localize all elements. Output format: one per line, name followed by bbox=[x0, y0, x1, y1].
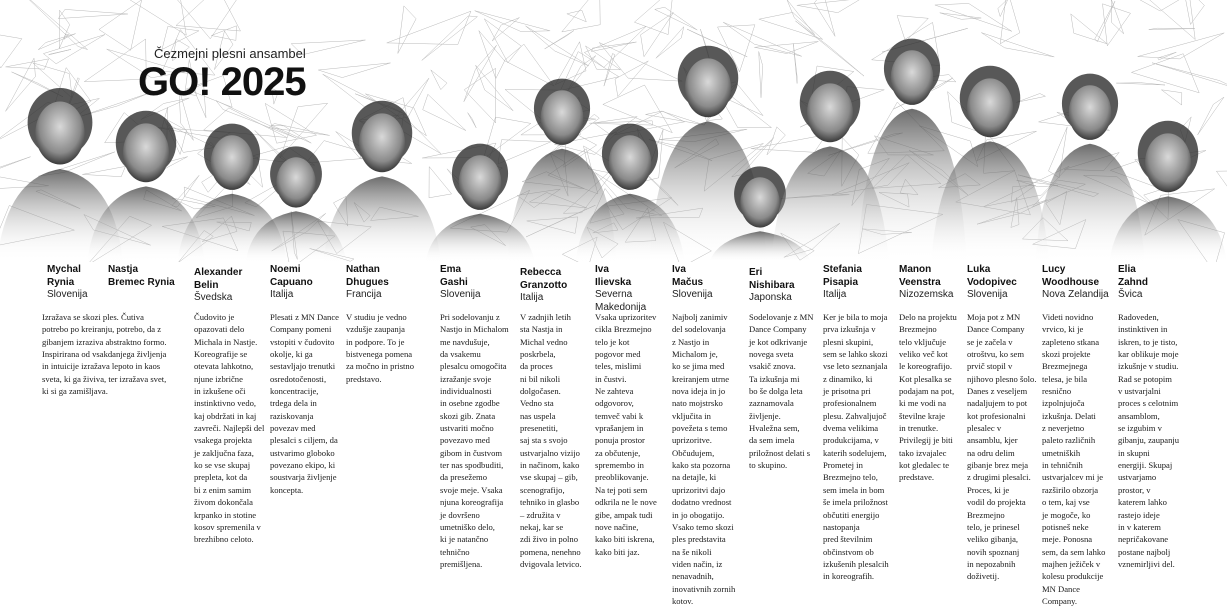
dancer-quote: Radoveden, instinktiven in iskren, to je tisto, kar oblikuje moje izkušnje v studiu. Rad se potopim v ustvarjalni proces s celotnim ansamblom, se izgubim v gibanju, zaupanju in skupni energiji. Skupaj ustvarjamo prostor, v katerem lahko rastejo ideje in v katerem nepričakovane postane najbolj vznemirljivi del. bbox=[1118, 312, 1180, 569]
portrait-face bbox=[123, 123, 169, 182]
dancer-quote: Čudovito je opazovati delo Michala in Nastje. Koreografije se otevata lahkotno, njune izbrične in izkušene oči instinktivno vedo, kaj obdržati in kaj zavreči. Najlepši del vsakega projekta je zaključna faza, ko se vse skupaj prepleta, kot da bi z enim samim živom dokončala krpanko in stotine kosov spremenila v brezhibno celoto. bbox=[194, 312, 265, 545]
sketch-mesh-shard bbox=[1198, 97, 1224, 135]
dancer-quote: Videti novidno vrvico, ki je zapleteno stkana skozi projekte Brezmejnega telesa, je bila resnično izpolnjujoča izkušnja. Delati z neverjetno paleto različnih umetniških in tehničnih ustvarjalcev mi je razširilo obzorja o tem, kaj vse je mogoče, ko potisneš neke meje. Ponosna sem, da sem lahko majhen ježiček v kolesu produkcije MN Dance Company. bbox=[1042, 312, 1106, 606]
dancer-country: Nizozemska bbox=[899, 289, 954, 300]
portrait-shoulders bbox=[323, 176, 441, 262]
sketch-mesh-shard bbox=[464, 45, 497, 101]
sketch-mesh-shard bbox=[1216, 171, 1227, 205]
sketch-mesh-shard bbox=[1000, 0, 1020, 44]
dancer-quote: Delo na projektu Brezmejno telo vključuje veliko več kot le koreografijo. Kot plesalka se podajam na pot, ki me vodi na številne kraje in trenutke. Privilegij je biti tako izvajalec kot gledalec te predstave. bbox=[899, 312, 957, 483]
dancer-name: Elia Zahnd bbox=[1118, 264, 1148, 288]
dancer-caption bbox=[899, 264, 953, 302]
sketch-mesh-shard bbox=[1095, 1, 1115, 42]
dancer-portrait-sketches bbox=[0, 0, 1227, 262]
dancer-name: Manon Veenstra bbox=[899, 264, 941, 288]
sketch-mesh-shard bbox=[1071, 14, 1108, 44]
dancer-caption bbox=[1042, 264, 1109, 302]
portrait-face bbox=[1069, 85, 1112, 140]
page-title: GO! 2025 bbox=[138, 60, 306, 104]
dancer-quote: Izražava se skozi ples. Čutiva potrebo po kreiranju, potrebo, da z gibanjem izraziva abstraktno formo. Inspirirana od vsakdanjega življenja in intuicije izražava lepoto in kaos sveta, ki ga živiva, ter izražava svet, ki si ga zamišljava. bbox=[42, 312, 167, 397]
sketch-mesh-shard bbox=[599, 43, 682, 82]
sketch-mesh-shard bbox=[586, 46, 621, 70]
sketch-mesh-shard bbox=[121, 0, 187, 35]
sketch-mesh-shard bbox=[634, 0, 673, 35]
dancer-name: Rebecca Granzotto bbox=[520, 267, 568, 291]
dancer-quote: V zadnjih letih sta Nastja in Michal vedno poskrbela, da proces ni bil nikoli dolgočasen. Vedno sta nas uspela presenetiti, saj sta s svojo ustvarjalno vizijo in načinom, kako vse skupaj – gib, scenografijo, tehniko in glasbo – združita v nekaj, kar se zdi živo in polno pomena, nenehno dvigovala letvico. bbox=[520, 312, 582, 569]
dancer-country: Slovenija bbox=[672, 289, 713, 300]
sketch-mesh-shard bbox=[398, 6, 416, 54]
dancer-country: Nova Zelandija bbox=[1042, 289, 1109, 300]
dancer-name: Iva Ilievska bbox=[595, 264, 632, 288]
sketch-mesh-shard bbox=[323, 74, 377, 107]
sketch-mesh-shard bbox=[1183, 0, 1205, 25]
sketch-mesh-shard bbox=[1116, 83, 1165, 85]
sketch-mesh-shard bbox=[562, 0, 600, 32]
sketch-mesh-shard bbox=[998, 0, 1008, 17]
sketch-mesh-shard bbox=[38, 34, 75, 50]
portrait-face bbox=[459, 155, 502, 210]
sketch-mesh-shard bbox=[429, 167, 452, 198]
sketch-mesh-shard bbox=[555, 42, 586, 85]
dancer-country: Japonska bbox=[749, 292, 792, 303]
sketch-mesh-shard bbox=[1131, 54, 1199, 93]
dancer-country: Italija bbox=[520, 292, 544, 303]
portrait-face bbox=[1145, 133, 1191, 192]
dancer-caption bbox=[672, 264, 713, 302]
dancer-country: Švica bbox=[1118, 289, 1143, 300]
sketch-mesh-shard bbox=[504, 44, 554, 86]
sketch-mesh-shard bbox=[423, 94, 466, 130]
portrait-face bbox=[359, 113, 405, 172]
sketch-mesh-shard bbox=[431, 70, 447, 90]
sketch-mesh-shard bbox=[99, 0, 142, 50]
dancer-country: Švedska bbox=[194, 292, 233, 303]
dancer-country: Francija bbox=[346, 289, 382, 300]
sketch-mesh-shard bbox=[935, 3, 1012, 31]
sketch-mesh-shard bbox=[318, 63, 390, 78]
sketch-mesh-shard bbox=[567, 10, 586, 21]
dancer-name: Ema Gashi bbox=[440, 264, 468, 288]
sketch-mesh-shard bbox=[58, 9, 128, 18]
sketch-mesh-shard bbox=[6, 59, 49, 69]
sketch-mesh-shard bbox=[1139, 0, 1181, 11]
portrait-face bbox=[35, 102, 84, 165]
sketch-mesh-shard bbox=[475, 11, 550, 32]
dancer-quote: Moja pot z MN Dance Company se je začela v otroštvu, ko sem prvič stopil v njihovo plesno šolo. Danes z veseljem nadaljujem to pot kot profesionalni plesalec v ansamblu, kjer na odru delim gibanje brez meja z drugimi plesalci. Proces, ki je vodil do projekta Brezmejno telo, je prinesel veliko gibanja, novih spoznanj in nepozabnih doživetij. bbox=[967, 312, 1037, 582]
sketch-mesh-shard bbox=[793, 43, 797, 83]
sketch-mesh-shard bbox=[754, 42, 818, 54]
dancer-quote: Sodelovanje z MN Dance Company je kot odkrivanje novega sveta vsakič znova. Ta izkušnja mi bo še dolga leta zaznamovala življenje. Hvaležna sem, da sem imela priložnost delati s to skupino. bbox=[749, 312, 814, 471]
dancer-caption bbox=[1118, 264, 1148, 302]
sketch-mesh-shard bbox=[1152, 63, 1227, 88]
dancer-caption bbox=[47, 264, 88, 302]
dancer-quote: V studiu je vedno vzdušje zaupanja in podpore. To je bistvenega pomena za močno in pristno predstavo. bbox=[346, 312, 415, 384]
sketch-mesh-shard bbox=[468, 113, 477, 128]
sketch-mesh-shard bbox=[265, 103, 316, 143]
portrait-face bbox=[891, 50, 934, 105]
sketch-mesh-shard bbox=[981, 33, 1054, 57]
sketch-mesh-shard bbox=[476, 65, 514, 111]
dancer-caption bbox=[346, 264, 389, 302]
sketch-mesh-shard bbox=[646, 111, 704, 125]
dancer-quote: Ker je bila to moja prva izkušnja v plesni skupini, sem se lahko skozi vse leto seznanjala z dinamiko, ki je prisotna pri profesionalnem plesu. Zahvaljujoč dvema velikima produkcijama, v katerih sodelujem, Prometej in Brezmejno telo, sem imela in bom še imela priložnost občutiti energijo nastopanja pred številnim občinstvom ob izkušenih plesalcih in koreografih. bbox=[823, 312, 889, 582]
dancer-caption bbox=[270, 264, 313, 302]
sketch-mesh-shard bbox=[897, 16, 928, 42]
sketch-mesh-shard bbox=[1161, 90, 1181, 105]
portrait-face bbox=[211, 135, 254, 190]
dancer-country: Slovenija bbox=[440, 289, 481, 300]
dancer-country: Italija bbox=[823, 289, 847, 300]
dancer-quote: Pri sodelovanju z Nastjo in Michalom me navdušuje, da vsakemu plesalcu omogočita izražanje svoje individualnosti in osebne zgodbe skozi gib. Znata ustvariti močno povezavo med gibom in čustvom ter nas spodbuditi, da presežemo svoje meje. Vsaka njuna koreografija je dovršeno umetniško delo, ki je natančno tehnično premišljena. bbox=[440, 312, 509, 569]
dancer-name: Iva Mačus bbox=[672, 264, 704, 288]
dancer-country: Slovenija bbox=[47, 289, 88, 300]
dancer-name: Alexander Belin bbox=[194, 267, 243, 291]
portrait-face bbox=[807, 83, 853, 142]
sketch-mesh-shard bbox=[1016, 94, 1045, 103]
dancer-quote: Plesati z MN Dance Company pomeni vstopiti v čudovito okolje, ki ga sestavljajo trenutki osredotočenosti, koncentracije, trdega dela in raziskovanja povezav med plesalci s ciljem, da ustvarimo globoko povezano ekipo, ki soustvarja življenje koncepta. bbox=[270, 312, 339, 495]
dancer-country: Italija bbox=[270, 289, 294, 300]
sketch-mesh-shard bbox=[0, 157, 31, 177]
sketch-mesh-shard bbox=[84, 39, 146, 82]
dancer-caption bbox=[520, 267, 567, 305]
dancer-name: Noemi Capuano bbox=[270, 264, 313, 288]
sketch-mesh-shard bbox=[479, 31, 505, 79]
dancer-name: Eri Nishibara bbox=[749, 267, 795, 291]
sketch-mesh-shard bbox=[82, 166, 125, 176]
dancer-name: Mychal Rynia bbox=[47, 264, 81, 288]
sketch-mesh-shard bbox=[655, 7, 697, 30]
dancer-caption bbox=[749, 267, 795, 305]
sketch-mesh-shard bbox=[43, 35, 105, 64]
ensemble-subtitle: Čezmejni plesni ansambel bbox=[154, 46, 306, 61]
sketch-mesh-shard bbox=[422, 16, 478, 60]
portrait-face bbox=[609, 135, 652, 190]
sketch-mesh-shard bbox=[1149, 0, 1195, 40]
dancer-caption bbox=[595, 264, 646, 314]
dancer-caption bbox=[440, 264, 481, 302]
sketch-mesh-shard bbox=[759, 51, 763, 97]
dancer-name: Lucy Woodhouse bbox=[1042, 264, 1100, 288]
sketch-mesh-shard bbox=[176, 0, 241, 31]
dancer-caption bbox=[823, 264, 862, 302]
dancer-caption bbox=[194, 267, 242, 305]
sketch-mesh-shard bbox=[641, 13, 674, 57]
dancer-name: Stefania Pisapia bbox=[823, 264, 862, 288]
sketch-mesh-shard bbox=[0, 32, 22, 68]
dancer-caption bbox=[108, 264, 175, 289]
portrait-face bbox=[740, 177, 779, 227]
dancer-name: Nathan Dhugues bbox=[346, 264, 389, 288]
dancer-country: Severna Makedonija bbox=[595, 289, 647, 313]
dancer-quote: Vsaka uprizoritev cikla Brezmejno telo je kot pogovor med teles, mislimi in čustvi. Ne zahteva odgovorov, temveč vabi k vprašanjem in ponuja prostor za občutenje, spremembo in preoblikovanje. Na tej poti sem odkrila ne le nove gibe, ampak tudi nove načine, kako biti iskrena, kako biti jaz. bbox=[595, 312, 657, 557]
dancer-caption bbox=[967, 264, 1017, 302]
sketch-mesh-shard bbox=[484, 19, 521, 63]
portrait-face bbox=[541, 90, 584, 145]
dancer-name: Nastja Bremec Rynia bbox=[108, 264, 175, 288]
portrait-face bbox=[967, 78, 1013, 137]
portrait-face bbox=[685, 58, 731, 117]
dancer-country: Slovenija bbox=[967, 289, 1008, 300]
sketch-mesh-shard bbox=[797, 0, 862, 13]
dancer-name: Luka Vodopivec bbox=[967, 264, 1017, 288]
sketch-mesh-shard bbox=[49, 49, 71, 55]
sketch-mesh-shard bbox=[589, 121, 652, 125]
sketch-mesh-shard bbox=[1149, 28, 1195, 29]
dancer-quote: Najbolj zanimiv del sodelovanja z Nastjo in Michalom je, ko se jima med kreiranjem utrne nova ideja in jo nato mojstrsko vključita in povežeta s temo uprizoritve. Občudujem, kako sta pozorna na detajle, ki uprizoritvi dajo dodatno vrednost in jo obogatijo. Vsako temo skozi ples predstavita na še nikoli viden način, iz nenavadnih, inovativnih zornih kotov. bbox=[672, 312, 736, 606]
sketch-mesh-shard bbox=[1103, 4, 1131, 46]
portrait-face bbox=[276, 157, 315, 207]
sketch-mesh-shard bbox=[814, 0, 835, 36]
sketch-mesh-shard bbox=[20, 0, 88, 50]
sketch-mesh-shard bbox=[1138, 33, 1225, 59]
